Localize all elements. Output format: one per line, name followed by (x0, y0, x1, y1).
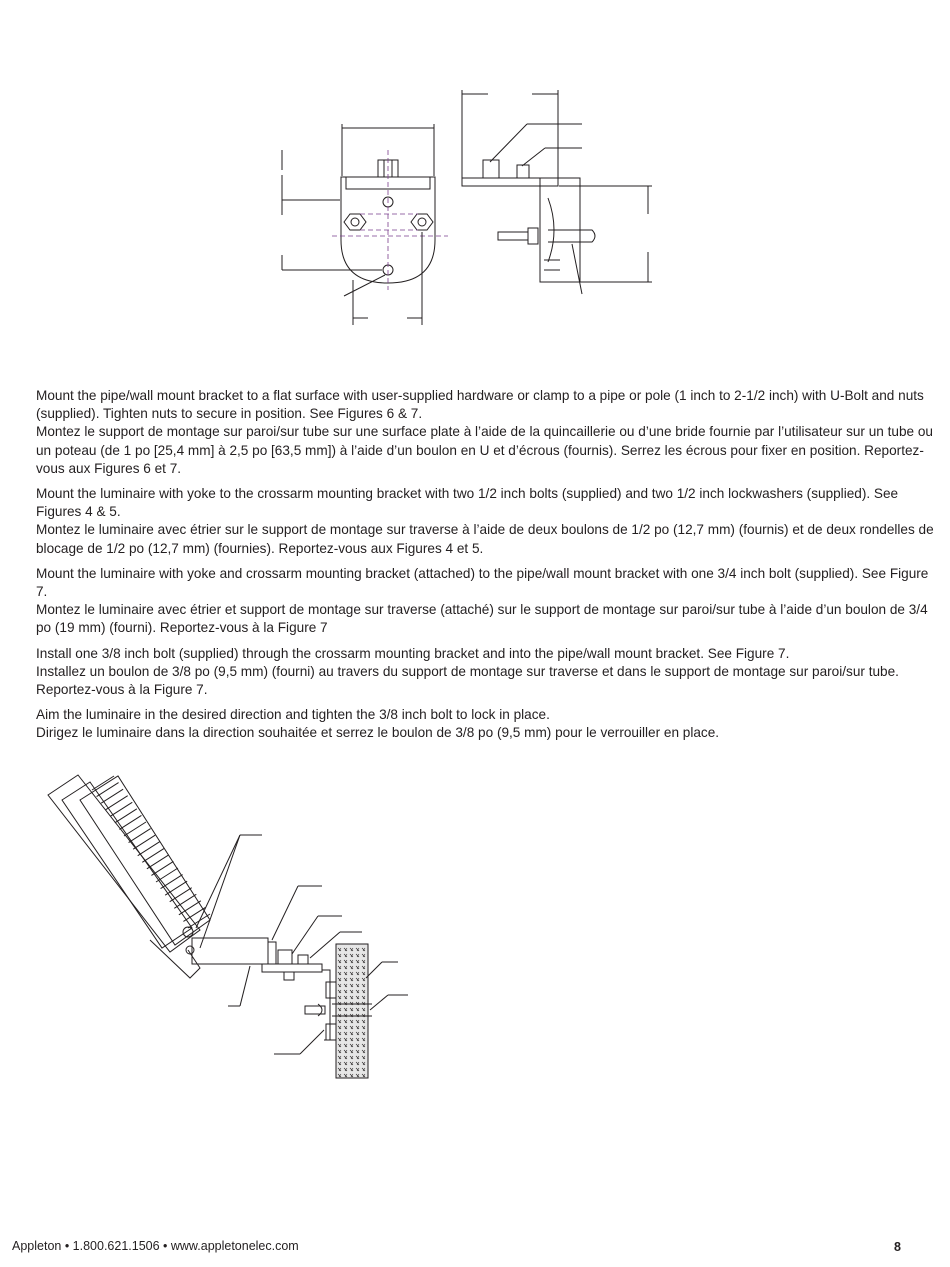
instruction-english: Mount the luminaire with yoke and crossarm mounting bracket (attached) to the pipe/wall mount bracket with one 3/4 inch bolt (supplied). See Figure 7. (36, 565, 929, 600)
bracket-side-view (462, 90, 652, 294)
instruction-french: Montez le support de montage sur paroi/sur tube sur une surface plate à l’aide de la quincaillerie ou d’une bride fournie par l’utilisateur sur un tube ou un poteau (de 1 po [25,4 mm] à 2,5 po [63,5 mm]) à l’aide d’un boulon en U et d’écrous (fournis). Serrez les écrous pour fixer en position. Reportez-vous aux Figures 6 et 7. (36, 424, 933, 476)
footer-contact: Appleton • 1.800.621.1506 • www.appletonelec.com (12, 1239, 299, 1253)
instruction-french: Montez le luminaire avec étrier et support de montage sur traverse (attaché) sur le support de montage sur paroi/sur tube à l’aide d’un boulon de 3/4 po (19 mm) (fourni). Reportez-vous à la Figure 7 (36, 602, 928, 636)
bracket-front-view (282, 124, 448, 325)
instruction-english: Aim the luminaire in the desired direction and tighten the 3/8 inch bolt to lock in place. (36, 707, 550, 723)
instruction-english: Install one 3/8 inch bolt (supplied) through the crossarm mounting bracket and into the pipe/wall mount bracket. See Figure 7. (36, 645, 790, 661)
page-number: 8 (894, 1240, 901, 1254)
instruction-step (36, 485, 936, 558)
crossarm-bracket (262, 950, 336, 1040)
luminaire-pole-mount-drawing (30, 760, 430, 1090)
instruction-step (36, 706, 936, 742)
yoke-arm (192, 938, 276, 964)
instruction-english: Mount the pipe/wall mount bracket to a flat surface with user-supplied hardware or clamp to a pipe or pole (1 inch to 2-1/2 inch) with U-Bolt and nuts (supplied). Tighten nuts to secure in position. See Figures 6 & 7. (36, 388, 924, 422)
instruction-french: Dirigez le luminaire dans la direction souhaitée et serrez le boulon de 3/8 po (9,5 mm) pour le verrouiller en place. (36, 725, 720, 741)
callout-leaders (196, 835, 408, 1054)
instruction-step (36, 565, 936, 638)
instruction-step (36, 387, 936, 478)
instruction-french: Installez un boulon de 3/8 po (9,5 mm) (fourni) au travers du support de montage sur traverse et dans le support de montage sur paroi/sur tube. Reportez-vous à la Figure 7. (36, 663, 899, 698)
installation-instructions (36, 387, 936, 750)
bracket-dimension-drawing (260, 80, 660, 370)
instruction-french: Montez le luminaire avec étrier sur le support de montage sur traverse à l’aide de deux boulons de 1/2 po (12,7 mm) (fournis) et de deux rondelles de blocage de 1/2 po (12,7 mm) (fournies). Reportez-vous aux Figures 4 et 5. (36, 522, 934, 556)
instruction-english: Mount the luminaire with yoke to the crossarm mounting bracket with two 1/2 inch bolts (supplied) and two 1/2 inch lockwashers (supplied). See Figures 4 & 5. (36, 486, 899, 520)
luminaire-fixture (48, 775, 210, 978)
instruction-step (36, 645, 936, 700)
pole (332, 944, 372, 1078)
